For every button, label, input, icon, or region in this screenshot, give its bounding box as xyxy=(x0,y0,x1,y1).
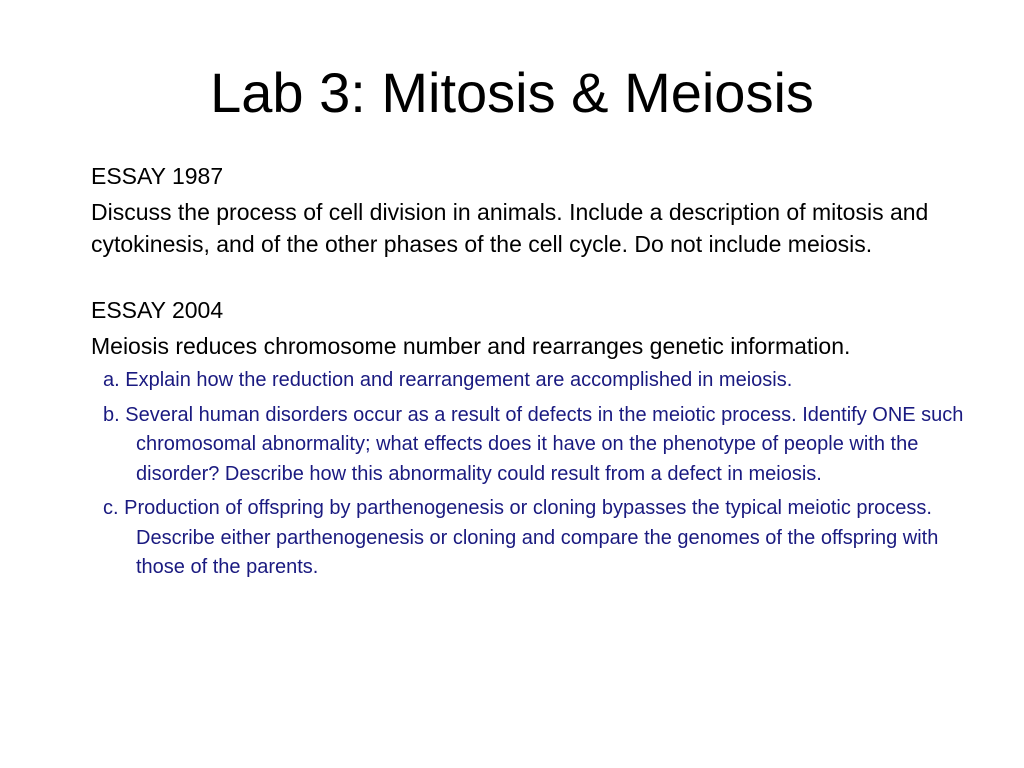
essay-1987-prompt: Discuss the process of cell division in animals. Include a description of mitosis and cytokinesis, and of the other phases of the cell cycle. Do not include meiosis. xyxy=(91,199,929,257)
essay-2004-prompt: Meiosis reduces chromosome number and rearranges genetic information. xyxy=(91,333,851,359)
slide-body xyxy=(91,160,991,588)
essay-1987-heading: ESSAY 1987 xyxy=(91,163,224,189)
essay-2004-heading: ESSAY 2004 xyxy=(91,297,224,323)
essay-2004-parts xyxy=(91,366,991,583)
essay-2004-part-a: a. Explain how the reduction and rearrangement are accomplished in meiosis. xyxy=(103,369,793,391)
essay-2004-part-b: b. Several human disorders occur as a result of defects in the meiotic process. Identify ONE such chromosomal abnormality; what effects does it have on the phenotype of people with the disorder? Describe how this abnormality could result from a defect in meiosis. xyxy=(103,403,964,485)
essay-2004-part-c: c. Production of offspring by parthenogenesis or cloning bypasses the typical meiotic process. Describe either parthenogenesis or cloning and compare the genomes of the offspring with those of the parents. xyxy=(103,497,939,578)
slide-title: Lab 3: Mitosis & Meiosis xyxy=(210,61,814,124)
